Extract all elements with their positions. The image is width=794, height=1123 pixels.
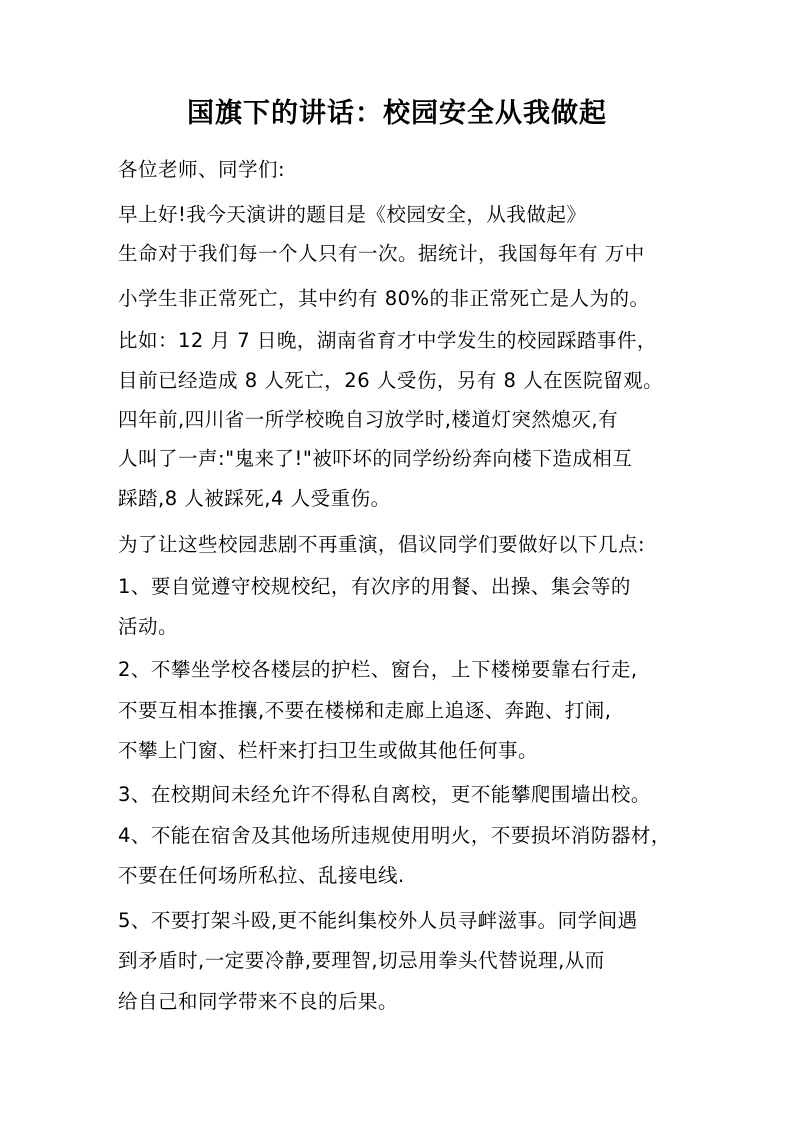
text-line: 早上好!我今天演讲的题目是《校园安全，从我做起》 (118, 203, 587, 226)
text-line: 生命对于我们每一个人只有一次。据统计，我国每年有 万中 (118, 242, 645, 265)
text-line: 四年前,四川省一所学校晚自习放学时,楼道灯突然熄灭,有 (118, 408, 619, 431)
text-line: 不要互相本推攘,不要在楼梯和走廊上追逐、奔跑、打闹, (118, 699, 612, 722)
text-line: 为了让这些校园悲剧不再重演，倡议同学们要做好以下几点: (118, 533, 646, 556)
text-line: 到矛盾时,一定要冷静,要理智,切忌用拳头代替说理,从而 (118, 949, 605, 972)
text-line: 不要在任何场所私拉、乱接电线. (118, 864, 405, 887)
text-line: 2、不攀坐学校各楼层的护栏、窗台，上下楼梯要靠右行走, (118, 658, 638, 681)
text-line: 比如：12 月 7 日晚，湖南省育才中学发生的校园踩踏事件， (118, 329, 657, 352)
document-title: 国旗下的讲话：校园安全从我做起 (187, 98, 607, 129)
text-line: 活动。 (118, 615, 179, 638)
text-line: 踩踏,8 人被踩死,4 人受重伤。 (118, 487, 391, 510)
text-line: 3、在校期间未经允许不得私自离校，更不能攀爬围墙出校。 (118, 783, 651, 806)
text-line: 给自己和同学带来不良的后果。 (118, 990, 399, 1013)
text-line: 人叫了一声:"鬼来了!"被吓坏的同学纷纷奔向楼下造成相互 (118, 447, 633, 470)
text-line: 各位老师、同学们: (118, 158, 286, 181)
text-line: 1、要自觉遵守校规校纪，有次序的用餐、出操、集会等的 (118, 575, 631, 598)
text-line: 小学生非正常死亡，其中约有 80%的非正常死亡是人为的。 (118, 287, 650, 310)
text-line: 4、不能在宿舍及其他场所违规使用明火，不要损坏消防器材， (118, 824, 671, 847)
text-line: 目前已经造成 8 人死亡，26 人受伤，另有 8 人在医院留观。 (118, 369, 664, 392)
text-line: 不攀上门窗、栏杆来打扫卫生或做其他任何事。 (118, 739, 539, 762)
text-line: 5、不要打架斗殴,更不能纠集校外人员寻衅滋事。同学间遇 (118, 909, 638, 932)
